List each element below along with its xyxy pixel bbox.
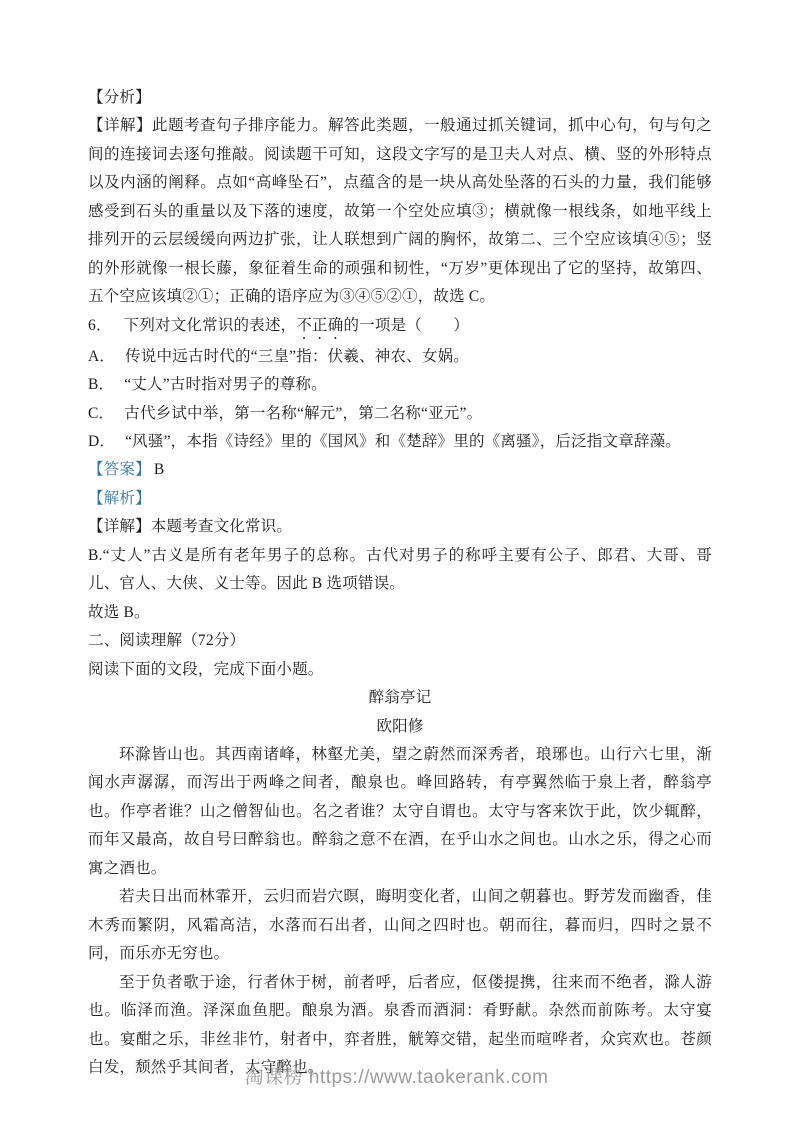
option-text-d: “风骚”，本指《诗经》里的《国风》和《楚辞》里的《离骚》，后泛指文章辞藻。 — [125, 432, 682, 450]
document-content — [88, 84, 712, 1082]
option-label-c: C． — [88, 404, 115, 422]
option-row-c — [88, 400, 712, 428]
option-row-d — [88, 428, 712, 456]
passage-paragraph-3: 至于负者歌于途，行者休于树，前者呼，后者应，伛偻提携，往来而不绝者，滁人游也。临泽而渔。泽深血鱼肥。酿泉为酒。泉香而酒洞：肴野献。杂然而前陈考。太守宴也。宴酣之乐，非丝非竹，射者中，弈者胜，觥筹交错，起坐而喧哗者，众宾欢也。苍颜白发，颓然乎其间者，太守醉也。 — [88, 973, 712, 1076]
question-number: 6． — [88, 316, 112, 334]
reading-instruction: 阅读下面的文段，完成下面小题。 — [88, 660, 324, 678]
detail2-body: B.“丈人”古义是所有老年男子的总称。古代对男子的称呼主要有公子、郎君、大哥、哥儿、官人、大侠、义士等。因此 B 选项错误。 — [88, 546, 712, 593]
answer-label: 【答案】 — [88, 461, 151, 479]
option-row-a — [88, 343, 712, 371]
question-stem-emphasized: 不正确 — [296, 316, 344, 334]
passage-body — [88, 741, 712, 1082]
option-label-d: D． — [88, 432, 116, 450]
option-text-b: “丈人”古时指对男子的尊称。 — [124, 376, 327, 394]
analysis-label: 【分析】 — [88, 89, 151, 106]
option-text-a: 传说中远古时代的“三皇”指：伏羲、神农、女娲。 — [125, 347, 469, 365]
watermark-footer: 淘课榜 https://www.taokerank.com — [244, 1067, 549, 1088]
question-stem-after: 的一项是（ ） — [343, 316, 470, 334]
passage-paragraph-1: 环滁皆山也。其西南诸峰，林壑尤美，望之蔚然而深秀者，琅琊也。山行六七里，渐闻水声潺潺，而泻出于两峰之间者，酿泉也。峰回路转，有亭翼然临于泉上者，醉翁亭也。作亭者谁？山之僧智仙也。名之者谁？太守自谓也。太守与客来饮于此，饮少辄醉，而年又最高，故自号曰醉翁也。醉翁之意不在酒，在乎山水之间也。山水之乐，得之心而寓之酒也。 — [88, 745, 712, 877]
jiexi-label: 【解析】 — [88, 489, 151, 507]
question-stem-before: 下列对文化常识的表述， — [123, 316, 297, 334]
jiexi-line — [88, 485, 712, 513]
passage-paragraph-2: 若夫日出而林霏开，云归而岩穴暝，晦明变化者，山间之朝暮也。野芳发而幽香，佳木秀而繁阴，风霜高洁，水落而石出者，山间之四时也。朝而往，暮而归，四时之景不同，而乐亦无穷也。 — [88, 888, 712, 963]
analysis-detail-paragraph: 【详解】此题考查句子排序能力。解答此类题，一般通过抓关键词，抓中心句，句与句之间的连接词去逐句推敲。阅读题干可知，这段文字写的是卫夫人对点、横、竖的外形特点以及内涵的阐释。点如“高峰坠石”，点蕴含的是一块从高处坠落的石头的力量，我们能够感受到石头的重量以及下落的速度，故第一个空处应填③；横就像一根线条，如地平线上排列开的云层缓缓向两边扩张，让人联想到广阔的胸怀，故第二、三个空应该填④⑤；竖的外形就像一根长藤，象征着生命的顽强和韧性，“万岁”更体现出了它的坚持，故第四、五个空应该填②①；正确的语序应为③④⑤②①，故选 C。 — [88, 117, 712, 306]
section-heading: 二、阅读理解（72分） — [88, 632, 246, 650]
option-row-b — [88, 371, 712, 399]
question-6-line — [88, 312, 712, 343]
option-label-b: B． — [88, 376, 115, 394]
detail2-conclusion: 故选 B。 — [88, 603, 150, 621]
answer-line — [88, 456, 712, 484]
option-text-c: 古代乡试中举，第一名称“解元”，第二名称“亚元”。 — [124, 404, 483, 422]
option-label-a: A． — [88, 347, 116, 365]
passage-title: 醉翁亭记 — [368, 689, 432, 707]
answer-value: B — [153, 461, 165, 479]
passage-author: 欧阳修 — [376, 717, 424, 735]
detail2-intro: 【详解】本题考查文化常识。 — [88, 518, 293, 536]
